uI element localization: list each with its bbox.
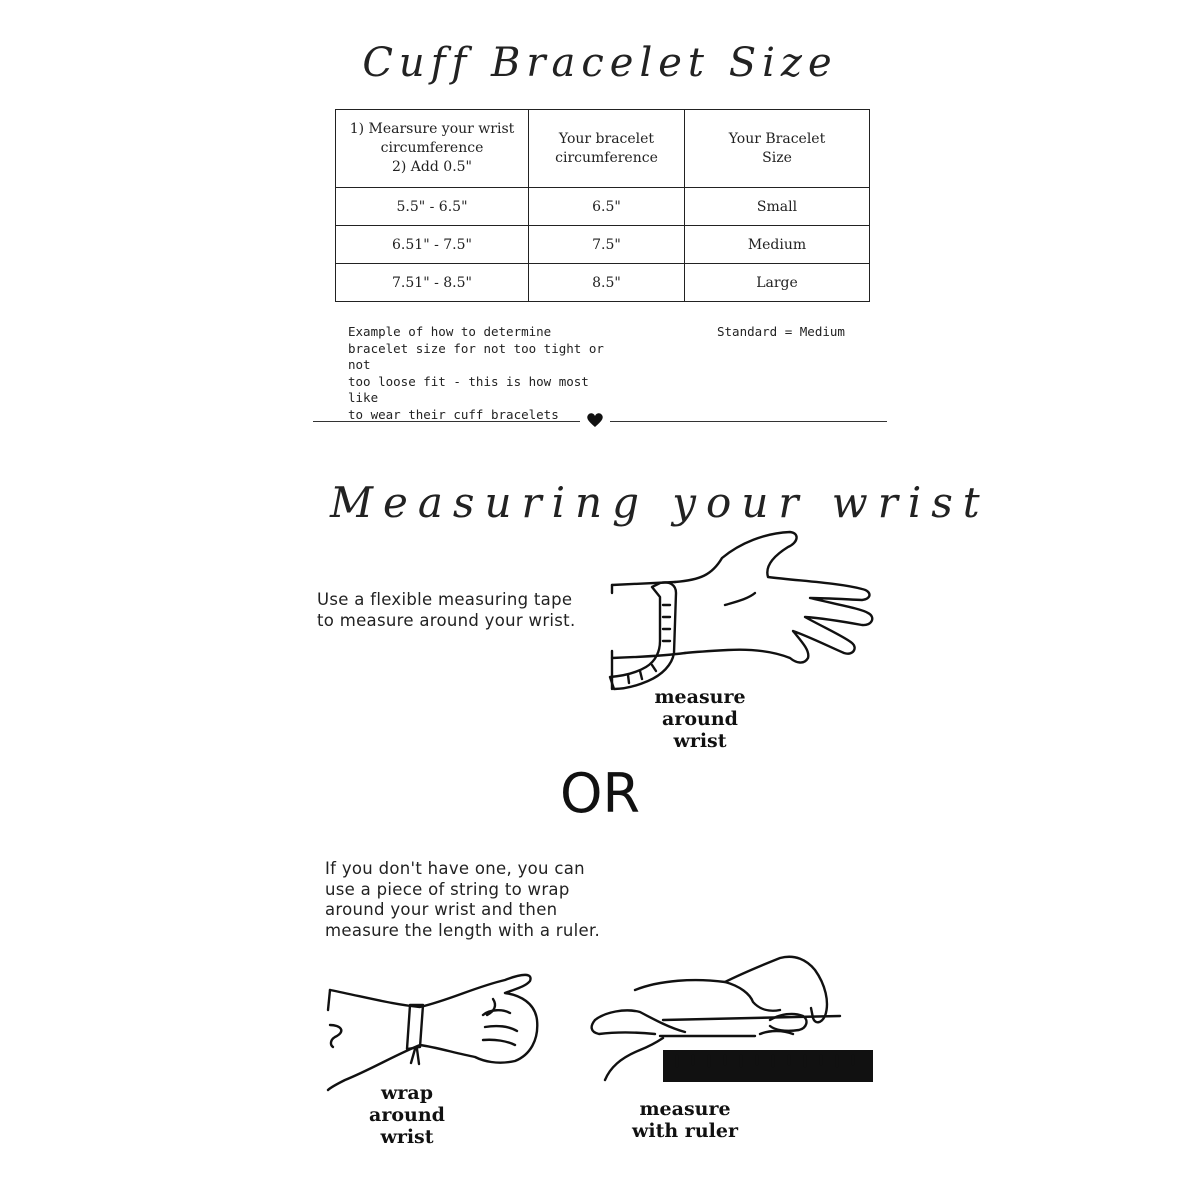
size-table [335,109,870,302]
table-cell: 6.5" [529,188,685,226]
divider-line-right [610,421,887,422]
wrap-caption: wrap around wrist [369,1082,445,1148]
standard-note: Standard = Medium [717,324,845,339]
tape-caption: measure around wrist [654,686,746,752]
table-row [336,264,870,302]
string-instruction: If you don't have one, you can use a piece of string to wrap around your wrist and then measure the length with a ruler. [325,859,601,940]
table-cell: Small [685,188,870,226]
table-header-cell: 1) Mearsure your wrist circumference 2) Add 0.5" [336,110,529,188]
table-row [336,226,870,264]
table-cell: Medium [685,226,870,264]
table-cell: 6.51" - 7.5" [336,226,529,264]
table-header-cell: Your Bracelet Size [685,110,870,188]
table-header-cell: Your bracelet circumference [529,110,685,188]
section-title: Measuring your wrist [330,478,990,527]
table-header-row [336,110,870,188]
page-title: Cuff Bracelet Size [362,40,838,86]
wrap-string-illustration [325,965,545,1090]
table-cell: 7.5" [529,226,685,264]
table-cell: 5.5" - 6.5" [336,188,529,226]
ruler-caption: measure with ruler [632,1098,738,1142]
heart-icon [585,410,605,430]
table-cell: 7.51" - 8.5" [336,264,529,302]
table-cell: Large [685,264,870,302]
ruler-measuring-illustration [585,950,885,1095]
example-note: Example of how to determine bracelet size for not too tight or not too loose fit - this is how most like to wear their cuff bracelets [348,324,604,422]
divider-line-left [313,421,580,422]
or-separator: OR [559,762,641,825]
hand-measuring-tape-illustration [600,525,900,695]
table-row [336,188,870,226]
table-cell: 8.5" [529,264,685,302]
tape-instruction: Use a flexible measuring tape to measure around your wrist. [317,590,576,630]
